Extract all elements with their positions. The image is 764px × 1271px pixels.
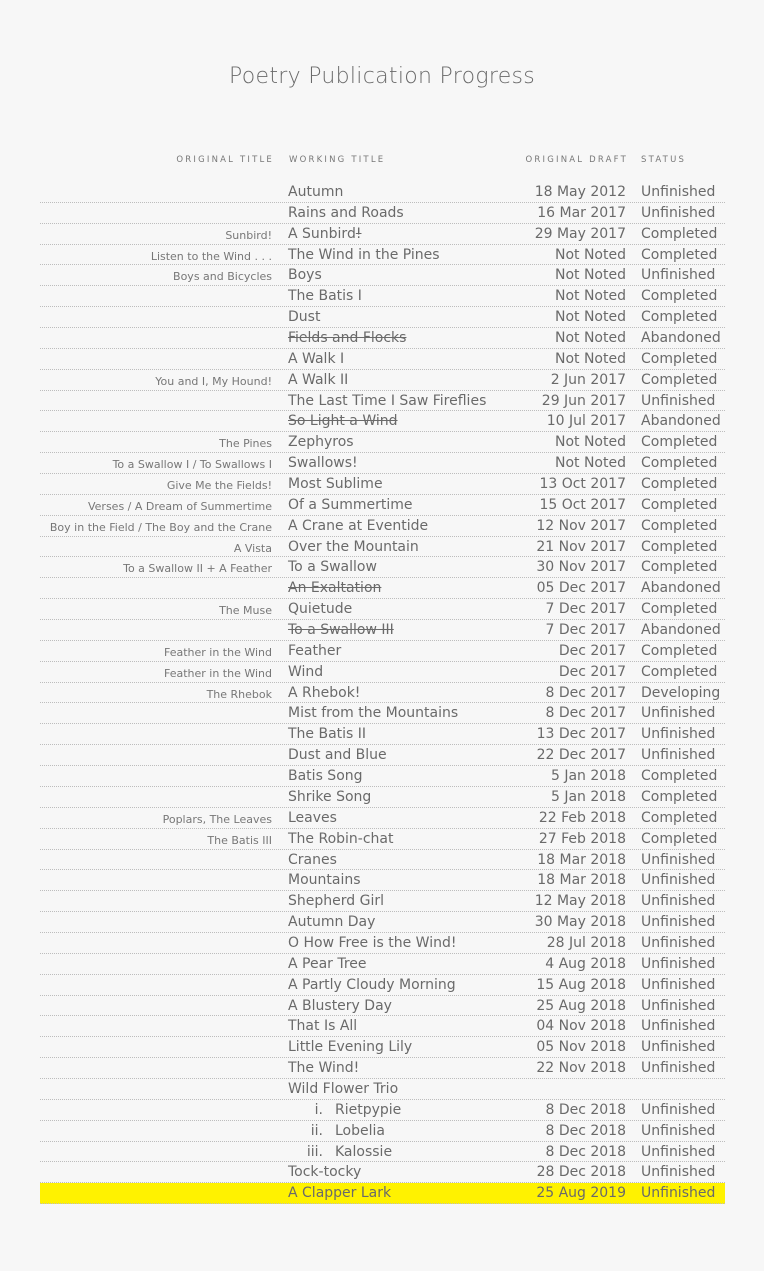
working-title [288,809,337,828]
status-text: Unfinished [641,1122,716,1139]
working-title-text: Rietpypie [335,1101,402,1118]
table-row [40,245,725,266]
table-row [40,850,725,871]
working-title-text: The Batis I [288,288,362,305]
table-row [40,474,725,495]
working-title [288,558,377,577]
working-title-text: Swallows! [288,455,358,472]
status-text: Completed [641,476,718,493]
original-draft-date: 5 Jan 2018 [550,768,626,785]
original-draft-date: 16 Mar 2017 [537,204,626,221]
table-row [40,370,725,391]
status-text: Completed [641,809,718,826]
table-row [40,954,725,975]
original-draft-date: 13 Oct 2017 [539,476,626,493]
working-title [288,392,486,411]
table-row [40,391,725,412]
original-draft-date: 4 Aug 2018 [545,955,626,972]
working-title [288,517,428,536]
table-row [40,912,725,933]
original-draft-date: 18 May 2012 [534,184,626,200]
original-draft-date: 5 Jan 2018 [550,788,626,805]
status-text: Completed [641,768,718,785]
original-title: A Vista [233,541,272,555]
working-title-text: The Batis II [288,726,367,743]
working-title-text: A Partly Cloudy Morning [288,976,456,993]
table-row [40,578,725,599]
working-title-text: The Wind! [288,1060,360,1077]
working-title-text: Mist from the Mountains [288,705,459,722]
working-title-text: Shrike Song [288,788,372,805]
original-draft-date: 12 Nov 2017 [536,517,626,534]
status-text: Completed [641,830,718,847]
original-draft-date: 15 Aug 2018 [536,976,626,993]
table-row [40,495,725,516]
working-title [288,1163,361,1182]
original-draft-date: 05 Dec 2017 [536,580,626,597]
working-title-text: A Walk I [288,350,345,367]
table-row [40,1016,725,1037]
table-row [40,641,725,662]
working-title [288,1038,412,1057]
working-title-text: Mountains [288,872,361,889]
table-row [40,453,725,474]
status-text: Unfinished [641,184,716,200]
working-title [288,1080,398,1099]
original-draft-date: 8 Dec 2018 [545,1143,626,1160]
original-title: You and I, My Hound! [155,374,272,388]
working-title [288,663,323,682]
table-row [40,620,725,641]
original-title: To a Swallow II + A Feather [123,562,272,576]
table-row [40,662,725,683]
table-row [40,975,725,996]
working-title-text: O How Free is the Wind! [288,934,457,951]
original-title: Boy in the Field / The Boy and the Crane [49,520,272,534]
status-text: Abandoned [641,622,721,639]
original-draft-date: Not Noted [554,267,626,284]
original-draft-date: 15 Oct 2017 [539,496,626,513]
working-title-text: A Walk II [288,371,349,388]
status-text: Unfinished [641,705,716,722]
working-title-text: Boys [288,267,322,284]
status-text: Unfinished [641,934,716,951]
status-text: Unfinished [641,1018,716,1035]
status-text: Unfinished [641,1060,716,1077]
original-draft-date: 30 Nov 2017 [536,559,626,576]
status-text: Unfinished [641,204,716,221]
working-title-text: So Light a Wind [288,413,398,430]
working-title-text: Rains and Roads [288,204,404,221]
status-text: Completed [641,455,718,472]
working-title-text: Shepherd Girl [288,893,384,910]
original-title: Feather in the Wind [163,666,272,680]
status-text: Unfinished [641,1101,716,1118]
working-title [288,1017,357,1036]
original-draft-date: 7 Dec 2017 [545,622,626,639]
original-draft-date: 2 Jun 2017 [550,371,626,388]
working-title-text: Lobelia [335,1122,385,1139]
table-row [40,349,725,370]
status-text: Unfinished [641,747,716,764]
working-title [288,287,362,306]
original-draft-date: 12 May 2018 [534,893,626,910]
working-title-text: A Clapper Lark [288,1185,392,1202]
status-text: Unfinished [641,976,716,993]
status-text: Abandoned [641,580,721,597]
table-row [40,537,725,558]
original-draft-date: Not Noted [554,288,626,305]
table-row [40,432,725,453]
working-title-text: Dust and Blue [288,747,387,764]
column-header-original-draft: ORIGINAL DRAFT [525,155,628,165]
working-title-text: Batis Song [288,768,363,785]
working-title-text: Wind [288,663,324,680]
table-row [40,829,725,850]
working-title-text: Quietude [288,601,353,618]
status-text: Unfinished [641,726,716,743]
original-draft-date: Not Noted [554,455,626,472]
struck-suffix: ! [355,225,362,242]
original-title: Poplars, The Leaves [162,812,272,826]
working-title-text: Wild Flower Trio [288,1080,399,1097]
working-title-text: Autumn Day [288,914,376,931]
original-title: Listen to the Wind . . . [150,249,272,263]
working-title [288,871,361,890]
working-title-text: The Last Time I Saw Fireflies [288,392,487,409]
original-draft-date: 22 Feb 2018 [538,809,626,826]
working-title-text: The Wind in the Pines [288,246,440,263]
working-title-text: Feather [288,642,342,659]
table-row [40,1037,725,1058]
status-text: Unfinished [641,1039,716,1056]
original-draft-date: 28 Dec 2018 [536,1164,626,1181]
working-title-text: Fields and Flocks [288,330,407,347]
status-text: Unfinished [641,955,716,972]
table-row [40,703,725,724]
working-title [288,830,394,849]
original-draft-date: 13 Dec 2017 [536,726,626,743]
working-title [288,934,456,953]
working-title-text: Leaves [288,809,337,826]
table-row [40,599,725,620]
table-row [40,265,725,286]
working-title [288,475,383,494]
status-text: Abandoned [641,413,721,430]
table-row [40,1079,725,1100]
working-title [288,767,363,786]
column-header-working-title: WORKING TITLE [289,155,386,165]
working-title [288,266,322,285]
working-title [288,746,387,765]
working-title-text: Autumn [288,184,344,200]
status-text: Completed [641,350,718,367]
working-title-text: Over the Mountain [288,538,419,555]
working-title [288,997,392,1016]
status-text: Unfinished [641,893,716,910]
working-title-text: Dust [288,309,321,326]
table-row [40,1142,725,1163]
status-text: Completed [641,225,718,242]
original-title: Give Me the Fields! [166,479,272,493]
working-title [288,851,337,870]
working-title [288,204,404,223]
original-draft-date: 27 Feb 2018 [538,830,626,847]
working-title-text: Of a Summertime [288,496,413,513]
table-row [40,224,725,245]
working-title-text: A Blustery Day [288,997,392,1014]
working-title [288,246,440,265]
working-title-text: An Exaltation [288,580,382,597]
working-title [288,913,375,932]
poetry-table [40,182,725,1204]
working-title [288,642,341,661]
original-draft-date: 04 Nov 2018 [536,1018,626,1035]
table-row [40,745,725,766]
table-row [40,1121,725,1142]
status-text: Completed [641,371,718,388]
column-header-original-title: ORIGINAL TITLE [176,155,274,165]
status-text: Completed [641,601,718,618]
table-row [40,1058,725,1079]
original-draft-date: 22 Dec 2017 [536,747,626,764]
working-title-text: Tock-tocky [288,1164,362,1181]
status-text: Unfinished [641,997,716,1014]
table-row [40,787,725,808]
working-title [288,621,394,640]
working-title [288,433,354,452]
page-title: Poetry Publication Progress [228,64,536,89]
original-draft-date: Dec 2017 [558,663,626,680]
working-title-text: Most Sublime [288,476,383,493]
status-text: Completed [641,288,718,305]
table-row [40,724,725,745]
status-text: Unfinished [641,872,716,889]
table-row [40,683,725,704]
original-draft-date: 18 Mar 2018 [537,872,626,889]
table-row-highlighted [40,1183,725,1204]
original-draft-date: Not Noted [554,434,626,451]
table-row [40,286,725,307]
working-title [288,600,352,619]
working-title [288,371,348,390]
working-title-text: Cranes [288,851,337,868]
original-draft-date: Not Noted [554,330,626,347]
table-row [40,766,725,787]
original-title: Sunbird! [225,228,272,242]
table-row [40,307,725,328]
table-row [40,411,725,432]
original-title: The Pines [219,437,272,451]
working-title [288,788,371,807]
status-text: Unfinished [641,1143,716,1160]
column-header-status: STATUS [641,155,687,165]
working-title [288,538,419,557]
original-draft-date: 29 Jun 2017 [541,392,626,409]
original-title: The Muse [219,604,272,618]
status-text: Completed [641,496,718,513]
table-row [40,203,725,224]
table-row [40,996,725,1017]
working-title [288,225,361,244]
working-title [288,350,344,369]
working-title [288,579,381,598]
working-title [288,955,367,974]
original-draft-date: 22 Nov 2018 [536,1060,626,1077]
working-title [288,412,398,431]
original-draft-date: 8 Dec 2017 [545,705,626,722]
original-draft-date: Not Noted [554,350,626,367]
table-row [40,870,725,891]
original-draft-date: Not Noted [554,309,626,326]
status-text: Completed [641,538,718,555]
working-title [288,892,384,911]
status-text: Completed [641,309,718,326]
working-title [288,704,458,723]
original-draft-date: 25 Aug 2019 [536,1185,626,1202]
status-text: Completed [641,663,718,680]
status-text: Completed [641,642,718,659]
working-title [288,454,358,473]
status-text: Completed [641,559,718,576]
original-draft-date: 25 Aug 2018 [536,997,626,1014]
working-title [288,725,366,744]
status-text: Completed [641,246,718,263]
working-title-text: Little Evening Lily [288,1039,413,1056]
original-title: The Rhebok [206,687,272,701]
working-title [288,1184,391,1203]
status-text: Abandoned [641,330,721,347]
original-title: Boys and Bicycles [173,270,272,284]
working-title [301,1122,385,1141]
status-text: Completed [641,517,718,534]
table-row [40,557,725,578]
sub-numeral: i. [314,1101,323,1118]
working-title-text: A Rhebok! [288,684,361,701]
original-draft-date: 8 Dec 2018 [545,1101,626,1118]
original-title: The Batis III [207,833,272,847]
status-text: Completed [641,788,718,805]
original-title: Feather in the Wind [163,645,272,659]
table-row [40,182,725,203]
table-row [40,933,725,954]
working-title-text: A Sunbird [288,225,356,242]
status-text: Unfinished [641,392,716,409]
working-title [288,976,456,995]
working-title-text: Zephyros [288,434,354,451]
original-draft-date: 29 May 2017 [534,225,626,242]
original-draft-date: 8 Dec 2017 [545,684,626,701]
working-title [301,1101,401,1120]
working-title-text: Kalossie [335,1143,393,1160]
working-title [301,1143,392,1162]
status-text: Completed [641,434,718,451]
original-draft-date: 7 Dec 2017 [545,601,626,618]
table-row [40,516,725,537]
original-draft-date: 30 May 2018 [534,914,626,931]
working-title-text: To a Swallow [288,559,377,576]
table-row [40,891,725,912]
original-draft-date: 10 Jul 2017 [546,413,626,430]
original-draft-date: 28 Jul 2018 [546,934,626,951]
original-draft-date: Not Noted [554,246,626,263]
status-text: Developing [641,684,721,701]
table-row [40,1162,725,1183]
sub-numeral: iii. [306,1143,323,1160]
status-text: Unfinished [641,267,716,284]
original-title: To a Swallow I / To Swallows I [112,458,272,472]
status-text: Unfinished [641,1185,716,1202]
sub-numeral: ii. [310,1122,323,1139]
working-title-text: That Is All [288,1018,358,1035]
status-text: Unfinished [641,851,716,868]
original-draft-date: 8 Dec 2018 [545,1122,626,1139]
original-draft-date: 05 Nov 2018 [536,1039,626,1056]
table-row [40,328,725,349]
working-title [288,684,360,703]
working-title-text: The Robin-chat [288,830,394,847]
working-title-text: A Pear Tree [288,955,367,972]
working-title-text: To a Swallow III [288,622,394,639]
working-title [288,183,343,202]
original-draft-date: 21 Nov 2017 [536,538,626,555]
status-text: Unfinished [641,1164,716,1181]
working-title [288,496,412,515]
working-title [288,1059,359,1078]
status-text: Unfinished [641,914,716,931]
working-title-text: A Crane at Eventide [288,517,429,534]
original-draft-date: 18 Mar 2018 [537,851,626,868]
original-draft-date: Dec 2017 [558,642,626,659]
working-title [288,308,320,327]
original-title: Verses / A Dream of Summertime [87,499,272,513]
working-title [288,329,406,348]
table-row [40,808,725,829]
table-row [40,1100,725,1121]
